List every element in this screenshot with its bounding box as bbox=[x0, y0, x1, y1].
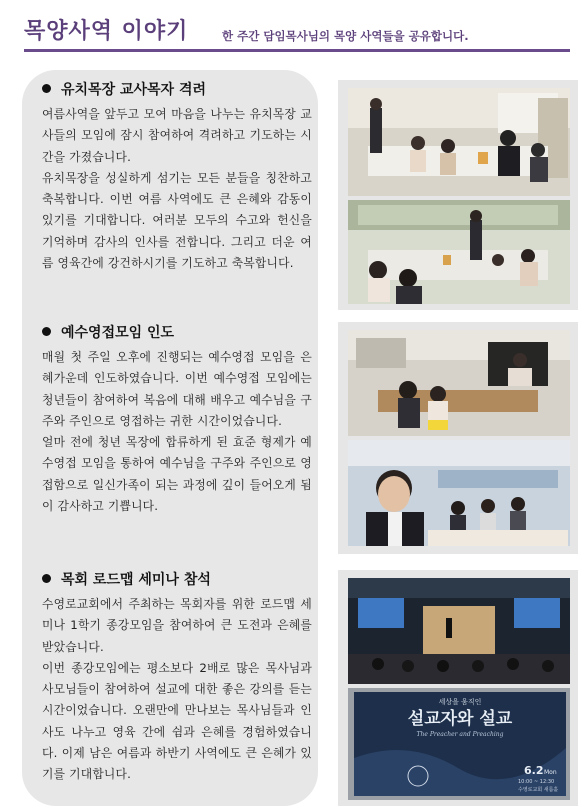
photo-teachers-meeting-2 bbox=[348, 200, 570, 304]
bullet-icon bbox=[42, 574, 51, 583]
photo-salvation-meeting-2 bbox=[348, 440, 570, 546]
booklet-venue: 수영로교회 새롬홀 bbox=[518, 787, 559, 793]
booklet-time: 10:00 ~ 12:30 bbox=[518, 779, 555, 785]
photo-salvation-meeting-1 bbox=[348, 330, 570, 436]
bullet-icon bbox=[42, 327, 51, 336]
section-paragraph: 얼마 전에 청년 목장에 합류하게 된 효준 형제가 예수영접 모임을 통하여 예수님을 구주와 주인으로 영접함으로 일신가족이 되는 과정에 깊이 들어오게 됨이 감사하고 기쁩니다. bbox=[42, 435, 312, 514]
section-paragraph: 여름사역을 앞두고 모여 마음을 나누는 유치목장 교사들의 모임에 잠시 참여하여 격려하고 기도하는 시간을 가졌습니다. bbox=[42, 107, 312, 164]
bullet-icon bbox=[42, 84, 51, 93]
section-kindergarten-teachers bbox=[42, 80, 312, 274]
photo-group-teachers bbox=[338, 80, 578, 310]
section-title: 목회 로드맵 세미나 참석 bbox=[61, 572, 211, 588]
section-paragraph: 수영로교회에서 주최하는 목회자를 위한 로드맵 세미나 1학기 종강모임을 참여하여 큰 도전과 은혜를 받았습니다. bbox=[42, 597, 312, 654]
booklet-title: 설교자와 설교 bbox=[407, 709, 513, 729]
booklet-date: 6.2 bbox=[524, 764, 544, 777]
section-salvation-meeting bbox=[42, 323, 312, 517]
photo-seminar-hall bbox=[348, 578, 570, 684]
section-roadmap-seminar bbox=[42, 570, 312, 786]
page-subtitle: 한 주간 담임목사님의 목양 사역들을 공유합니다. bbox=[222, 29, 469, 43]
photo-teachers-meeting-1 bbox=[348, 88, 570, 196]
page-title: 목양사역 이야기 bbox=[24, 19, 189, 44]
section-paragraph: 이번 종강모임에는 평소보다 2배로 많은 목사님과 사모님들이 참여하여 설교에 대한 좋은 강의를 듣는 시간이었습니다. 오랜만에 만나보는 목사님들과 인사도 나누고 영육 간에 쉼과 은혜를 경험하였습니다. 이제 남은 여름과 하반기 사역에도 큰 은혜가 있기를 기대합니다. bbox=[42, 660, 312, 782]
photo-group-seminar bbox=[338, 570, 578, 806]
page-header bbox=[0, 0, 588, 58]
section-title: 예수영접모임 인도 bbox=[61, 325, 175, 341]
section-paragraph: 매월 첫 주일 오후에 진행되는 예수영접 모임을 은혜가운데 인도하였습니다. 이번 예수영접 모임에는 청년들이 참여하여 복음에 대해 배우고 예수님을 구주와 주인으로 영접하는 귀한 시간이었습니다. bbox=[42, 350, 312, 428]
header-divider bbox=[24, 49, 570, 52]
booklet-weekday: Mon bbox=[544, 769, 557, 776]
booklet-kicker: 세상을 움직인 bbox=[438, 698, 482, 706]
section-title: 유치목장 교사목자 격려 bbox=[61, 82, 206, 98]
photo-group-salvation bbox=[338, 322, 578, 554]
booklet-english-title: The Preacher and Preaching bbox=[416, 731, 504, 738]
photo-seminar-booklet bbox=[348, 688, 570, 800]
section-paragraph: 유치목장을 성실하게 섬기는 모든 분들을 칭찬하고 축복합니다. 이번 여름 사역에도 큰 은혜와 감동이 있기를 기대합니다. 여러분 모두의 수고와 헌신을 기억하며 감사의 인사를 전합니다. 그리고 더운 여름 영육간에 강건하시기를 기도하고 축복합니다. bbox=[42, 170, 312, 271]
